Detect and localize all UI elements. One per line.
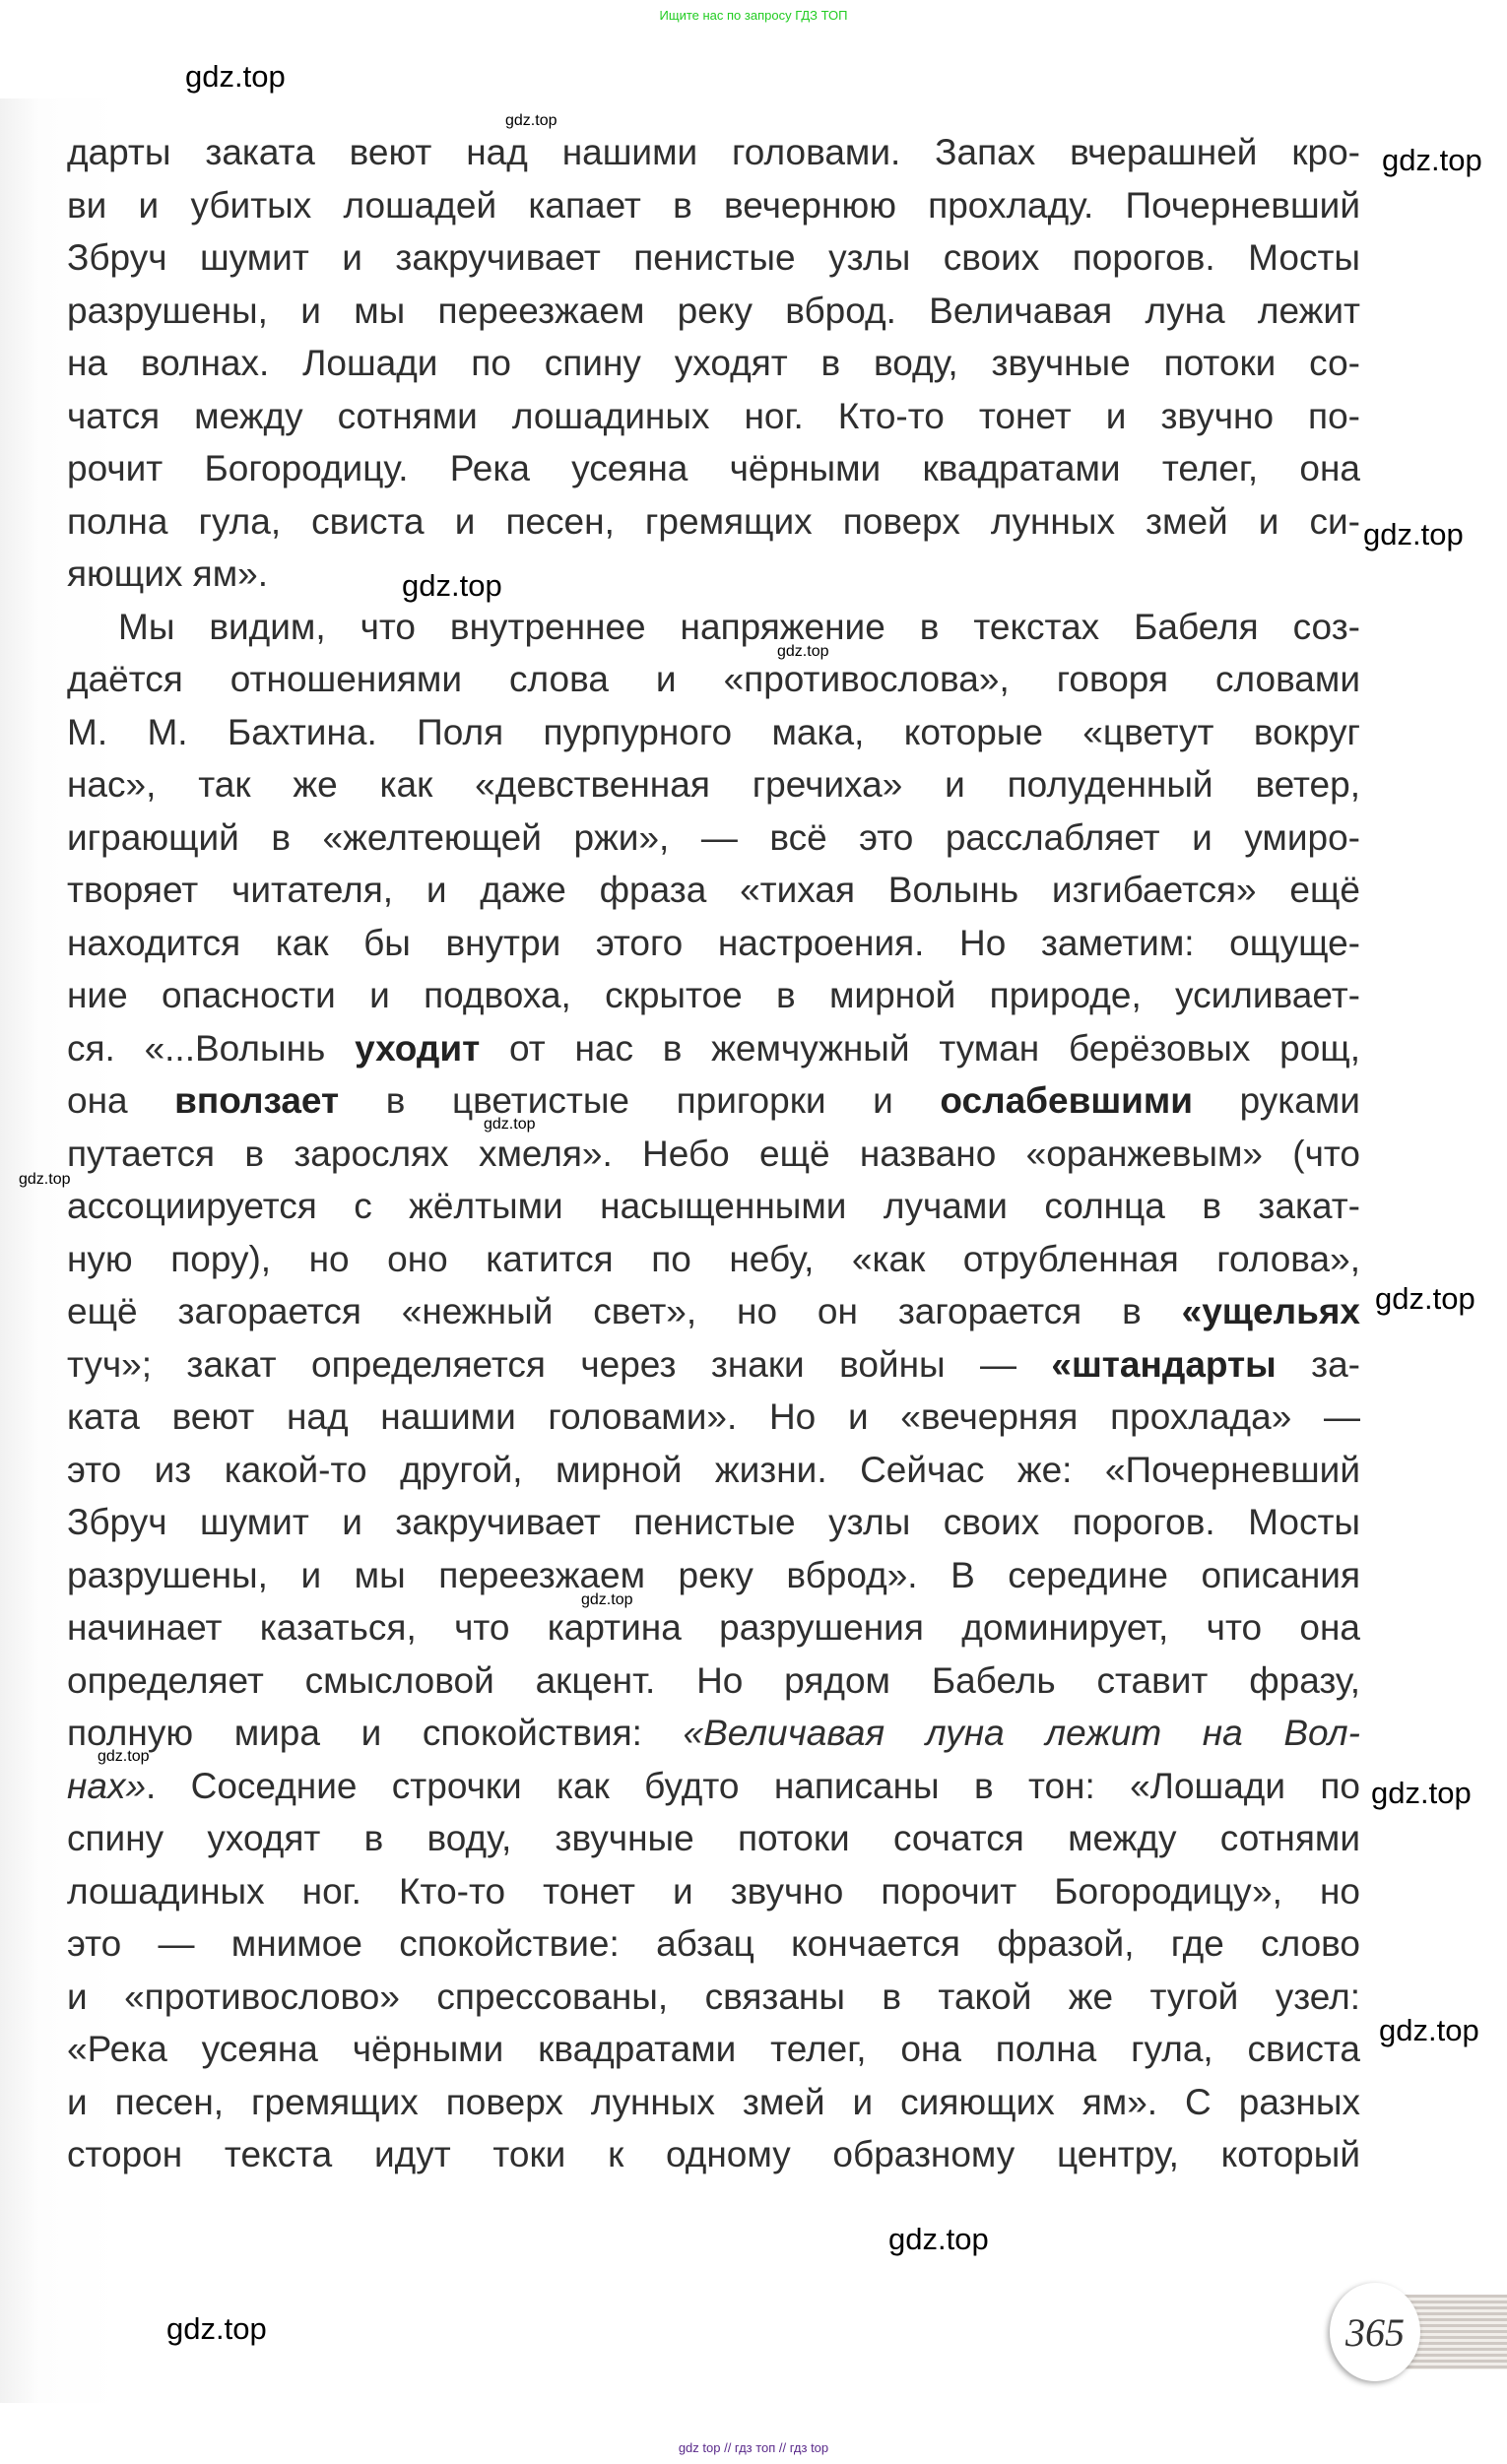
- text-line: [67, 390, 1360, 443]
- text-segment: ную пору), но оно катится по небу, «как отрубленная голова»,: [67, 1238, 1360, 1279]
- watermark: gdz.top: [1371, 1776, 1472, 1810]
- text-segment: спину уходят в воду, звучные потоки сочатся между сотнями: [67, 1818, 1360, 1858]
- body-text: [67, 126, 1360, 2181]
- text-segment: полна гула, свиста и песен, гремящих поверх лунных змей и си-: [67, 500, 1360, 542]
- watermark: gdz.top: [484, 1116, 536, 1133]
- page-number: 365: [1330, 2283, 1420, 2381]
- text-line: [67, 1022, 1360, 1075]
- text-segment: разрушены, и мы переезжаем реку вброд». В середине описания: [67, 1554, 1360, 1595]
- text-segment: определяет смысловой акцент. Но рядом Бабель ставит фразу,: [67, 1659, 1360, 1701]
- text-segment: за-: [1276, 1343, 1360, 1385]
- text-segment: и песен, гремящих поверх лунных змей и сияющих ям». С разных: [67, 2081, 1360, 2122]
- text-line: [67, 1180, 1360, 1233]
- text-line: [67, 1074, 1360, 1128]
- watermark: gdz.top: [19, 1171, 71, 1188]
- text-segment: туч»; закат определяется через знаки войны —: [67, 1343, 1052, 1385]
- text-segment: начинает казаться, что картина разрушения доминирует, что она: [67, 1607, 1360, 1648]
- watermark: gdz.top: [98, 1748, 150, 1765]
- text-segment: ви и убитых лошадей капает в вечернюю прохладу. Почерневший: [67, 184, 1360, 226]
- text-segment: руками: [1193, 1080, 1360, 1121]
- text-segment: в цветистые пригорки и: [339, 1080, 941, 1121]
- text-line: [67, 1601, 1360, 1654]
- text-line: [67, 1285, 1360, 1338]
- text-line: [67, 1338, 1360, 1392]
- text-segment: это — мнимое спокойствие: абзац кончается фразой, где слово: [67, 1923, 1360, 1964]
- text-segment: сторон текста идут токи к одному образному центру, который: [67, 2134, 1360, 2174]
- watermark: gdz.top: [402, 568, 502, 603]
- text-line: [67, 126, 1360, 179]
- text-line: [67, 1233, 1360, 1286]
- bold-emphasis: «штандарты: [1051, 1343, 1277, 1385]
- text-segment: играющий в «желтеющей ржи», — всё это расслабляет и умиро-: [67, 816, 1360, 858]
- text-segment: чатся между сотнями лошадиных ног. Кто-то тонет и звучно по-: [67, 395, 1360, 436]
- text-segment: Збруч шумит и закручивает пенистые узлы своих порогов. Мосты: [67, 1502, 1360, 1542]
- text-line: [67, 1760, 1360, 1813]
- text-segment: рочит Богородицу. Река усеяна чёрными квадратами телег, она: [67, 448, 1360, 488]
- text-segment: полную мира и спокойствия:: [67, 1713, 684, 1753]
- watermark: gdz.top: [888, 2222, 989, 2256]
- text-segment: ката веют над нашими головами». Но и «вечерняя прохлада» —: [67, 1396, 1360, 1437]
- text-line: [67, 706, 1360, 759]
- footer-banner[interactable]: gdz top // гдз топ // гдз top: [678, 2440, 829, 2455]
- text-line: [67, 1549, 1360, 1602]
- text-line: [67, 179, 1360, 232]
- text-segment: яющих ям».: [67, 553, 269, 594]
- text-line: [67, 2023, 1360, 2076]
- text-line: [67, 1917, 1360, 1971]
- page-number-badge: [1330, 2283, 1507, 2381]
- text-line: [67, 1654, 1360, 1708]
- watermark: gdz.top: [505, 112, 557, 129]
- text-segment: ся. «...Волынь: [67, 1027, 356, 1069]
- bold-emphasis: уходит: [355, 1027, 481, 1069]
- watermark: gdz.top: [1363, 517, 1464, 551]
- text-line: [67, 1865, 1360, 1918]
- text-line: [67, 917, 1360, 970]
- text-segment: на волнах. Лошади по спину уходят в воду, звучные потоки со-: [67, 343, 1360, 383]
- text-line: [67, 1444, 1360, 1497]
- text-line: [67, 864, 1360, 917]
- bold-emphasis: вползает: [174, 1080, 340, 1121]
- text-segment: ассоциируется с жёлтыми насыщенными лучами солнца в закат-: [67, 1186, 1360, 1226]
- text-segment: нас», так же как «девственная гречиха» и полуденный ветер,: [67, 764, 1360, 805]
- text-line: [67, 1391, 1360, 1444]
- watermark: gdz.top: [166, 2311, 267, 2346]
- text-segment: это из какой-то другой, мирной жизни. Сейчас же: «Почерневший: [67, 1449, 1360, 1490]
- text-line: [67, 811, 1360, 865]
- text-line: [67, 1812, 1360, 1865]
- text-segment: «Река усеяна чёрными квадратами телег, она полна гула, свиста: [67, 2029, 1360, 2069]
- text-segment: ещё загорается «нежный свет», но он загорается в: [67, 1291, 1182, 1331]
- text-segment: и «противослово» спрессованы, связаны в такой же тугой узел:: [67, 1976, 1360, 2017]
- text-line: [67, 1707, 1360, 1760]
- text-segment: лошадиных ног. Кто-то тонет и звучно порочит Богородицу», но: [67, 1870, 1360, 1912]
- text-segment: . Соседние строчки как будто написаны в тон: «Лошади по: [146, 1765, 1360, 1806]
- text-line: [67, 337, 1360, 390]
- italic-quote: «Величавая луна лежит на Вол-: [683, 1713, 1360, 1753]
- header-banner[interactable]: Ищите нас по запросу ГДЗ ТОП: [659, 8, 848, 23]
- text-line: [67, 969, 1360, 1022]
- text-segment: путается в зарослях хмеля». Небо ещё названо «оранжевым» (что: [67, 1133, 1360, 1174]
- watermark: gdz.top: [777, 643, 829, 660]
- text-line: [67, 285, 1360, 338]
- text-line: [67, 1128, 1360, 1181]
- text-segment: Збруч шумит и закручивает пенистые узлы своих порогов. Мосты: [67, 237, 1360, 278]
- text-line: [67, 601, 1360, 654]
- text-line: [67, 1496, 1360, 1549]
- text-line: [67, 442, 1360, 495]
- text-segment: дарты заката веют над нашими головами. Запах вчерашней кро-: [67, 132, 1360, 172]
- text-segment: находится как бы внутри этого настроения. Но заметим: ощуще-: [67, 922, 1360, 963]
- text-segment: М. М. Бахтина. Поля пурпурного мака, которые «цветут вокруг: [67, 711, 1360, 752]
- text-line: [67, 495, 1360, 549]
- text-line: [67, 758, 1360, 811]
- text-segment: Мы видим, что внутреннее напряжение в текстах Бабеля соз-: [118, 606, 1360, 647]
- text-segment: разрушены, и мы переезжаем реку вброд. Величавая луна лежит: [67, 290, 1360, 331]
- watermark: gdz.top: [581, 1591, 633, 1608]
- italic-quote: нах»: [67, 1765, 147, 1806]
- text-line: [67, 653, 1360, 706]
- text-segment: она: [67, 1080, 175, 1121]
- text-line: [67, 2128, 1360, 2181]
- bold-emphasis: ослабевшими: [940, 1080, 1194, 1121]
- text-line: [67, 2076, 1360, 2129]
- watermark: gdz.top: [1379, 2013, 1479, 2047]
- text-segment: творяет читателя, и даже фраза «тихая Волынь изгибается» ещё: [67, 870, 1360, 910]
- watermark: gdz.top: [1382, 143, 1482, 177]
- text-segment: от нас в жемчужный туман берёзовых рощ,: [480, 1027, 1360, 1069]
- text-segment: даётся отношениями слова и «противослова», говоря словами: [67, 659, 1360, 699]
- watermark: gdz.top: [1375, 1281, 1475, 1316]
- text-line: [67, 1971, 1360, 2024]
- watermark: gdz.top: [185, 59, 286, 94]
- bold-emphasis: «ущельях: [1181, 1291, 1360, 1331]
- text-line: [67, 548, 1360, 601]
- text-line: [67, 231, 1360, 285]
- text-segment: ние опасности и подвоха, скрытое в мирной природе, усиливает-: [67, 975, 1360, 1015]
